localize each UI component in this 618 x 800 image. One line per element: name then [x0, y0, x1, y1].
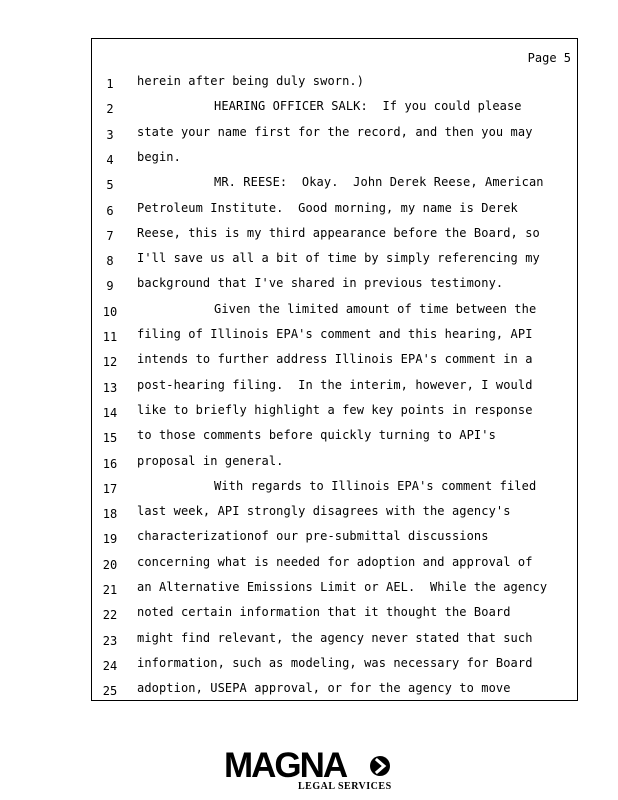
transcript-line: [92, 601, 577, 626]
line-text: filing of Illinois EPA's comment and this hearing, API: [137, 327, 533, 341]
line-text: noted certain information that it thought the Board: [137, 605, 511, 620]
line-number: 18: [102, 507, 118, 522]
line-text: With regards to Illinois EPA's comment filed: [214, 478, 537, 493]
line-text: I'll save us all a bit of time by simply referencing my: [137, 251, 540, 266]
line-text: might find relevant, the agency never stated that such: [137, 630, 533, 645]
line-number: 19: [102, 532, 118, 547]
line-text: state your name first for the record, and then you may: [137, 124, 533, 139]
line-number: 20: [102, 557, 118, 572]
transcript-line: [92, 424, 577, 449]
transcript-line: [92, 627, 577, 652]
line-number: 17: [102, 481, 118, 496]
line-number: 8: [106, 254, 114, 269]
transcript-line: [92, 374, 577, 399]
line-number: 14: [102, 405, 118, 420]
transcript-line: [92, 323, 577, 348]
transcript-line: [92, 677, 577, 702]
line-text: begin.: [137, 149, 181, 164]
transcript-line: [92, 272, 577, 297]
transcript-line: [92, 197, 577, 222]
transcript-line: [92, 70, 577, 95]
magna-logo: [224, 748, 396, 792]
line-text: herein after being duly sworn.): [137, 74, 365, 88]
transcript-line: [92, 95, 577, 120]
transcript-line: [92, 121, 577, 146]
line-text: MR. REESE: Okay. John Derek Reese, American: [214, 175, 544, 190]
line-text: Reese, this is my third appearance before the Board, so: [137, 225, 540, 240]
line-text: an Alternative Emissions Limit or AEL. While the agency: [137, 580, 548, 594]
transcript-line: [92, 500, 577, 525]
transcript-line: [92, 247, 577, 272]
line-text: like to briefly highlight a few key points in response: [137, 402, 533, 417]
line-text: to those comments before quickly turning to API's: [137, 428, 496, 443]
line-number: 24: [102, 658, 118, 673]
line-number: 23: [102, 633, 118, 648]
transcript-line: [92, 652, 577, 677]
line-number: 11: [102, 330, 118, 344]
logo-subtitle: LEGAL SERVICES: [298, 781, 392, 792]
transcript-line: [92, 525, 577, 550]
line-number: 10: [102, 304, 118, 319]
line-number: 3: [106, 127, 114, 142]
line-text: intends to further address Illinois EPA's comment in a: [137, 352, 533, 367]
page-number: Page 5: [527, 51, 571, 65]
line-text: characterizationof our pre-submittal discussions: [137, 529, 489, 544]
line-text: concerning what is needed for adoption and approval of: [137, 554, 533, 569]
line-number: 2: [106, 102, 114, 117]
transcript-line: [92, 399, 577, 424]
line-number: 13: [102, 380, 118, 395]
line-number: 25: [102, 684, 118, 699]
logo-wordmark: [224, 748, 346, 784]
line-number: 12: [102, 355, 118, 370]
transcript-line: [92, 576, 577, 601]
transcript-line: [92, 348, 577, 373]
transcript-line: [92, 450, 577, 475]
transcript-line: [92, 551, 577, 576]
logo-arrow-icon: [369, 755, 391, 777]
line-text: Petroleum Institute. Good morning, my name is Derek: [137, 200, 518, 215]
line-text: last week, API strongly disagrees with the agency's: [137, 504, 511, 519]
logo-brand-text: MAGNA: [224, 746, 347, 785]
line-number: 15: [102, 431, 118, 446]
line-text: post-hearing filing. In the interim, however, I would: [137, 377, 533, 392]
line-text: proposal in general.: [137, 453, 284, 468]
line-number: 16: [102, 456, 118, 471]
transcript-line: [92, 222, 577, 247]
line-text: adoption, USEPA approval, or for the agency to move: [137, 681, 511, 696]
transcript-line: [92, 298, 577, 323]
line-number: 1: [106, 77, 114, 91]
line-text: information, such as modeling, was necessary for Board: [137, 655, 533, 670]
transcript-page: [91, 38, 578, 701]
line-text: HEARING OFFICER SALK: If you could please: [214, 99, 522, 114]
line-text: background that I've shared in previous testimony.: [137, 276, 504, 291]
line-text: Given the limited amount of time between the: [214, 301, 537, 316]
line-number: 6: [106, 203, 114, 218]
transcript-line: [92, 475, 577, 500]
line-number: 9: [106, 279, 114, 294]
line-number: 22: [102, 608, 118, 623]
line-number: 4: [106, 152, 114, 167]
transcript-line: [92, 171, 577, 196]
line-number: 5: [106, 178, 114, 193]
line-number: 7: [106, 228, 114, 243]
line-number: 21: [102, 583, 118, 597]
transcript-line: [92, 146, 577, 171]
